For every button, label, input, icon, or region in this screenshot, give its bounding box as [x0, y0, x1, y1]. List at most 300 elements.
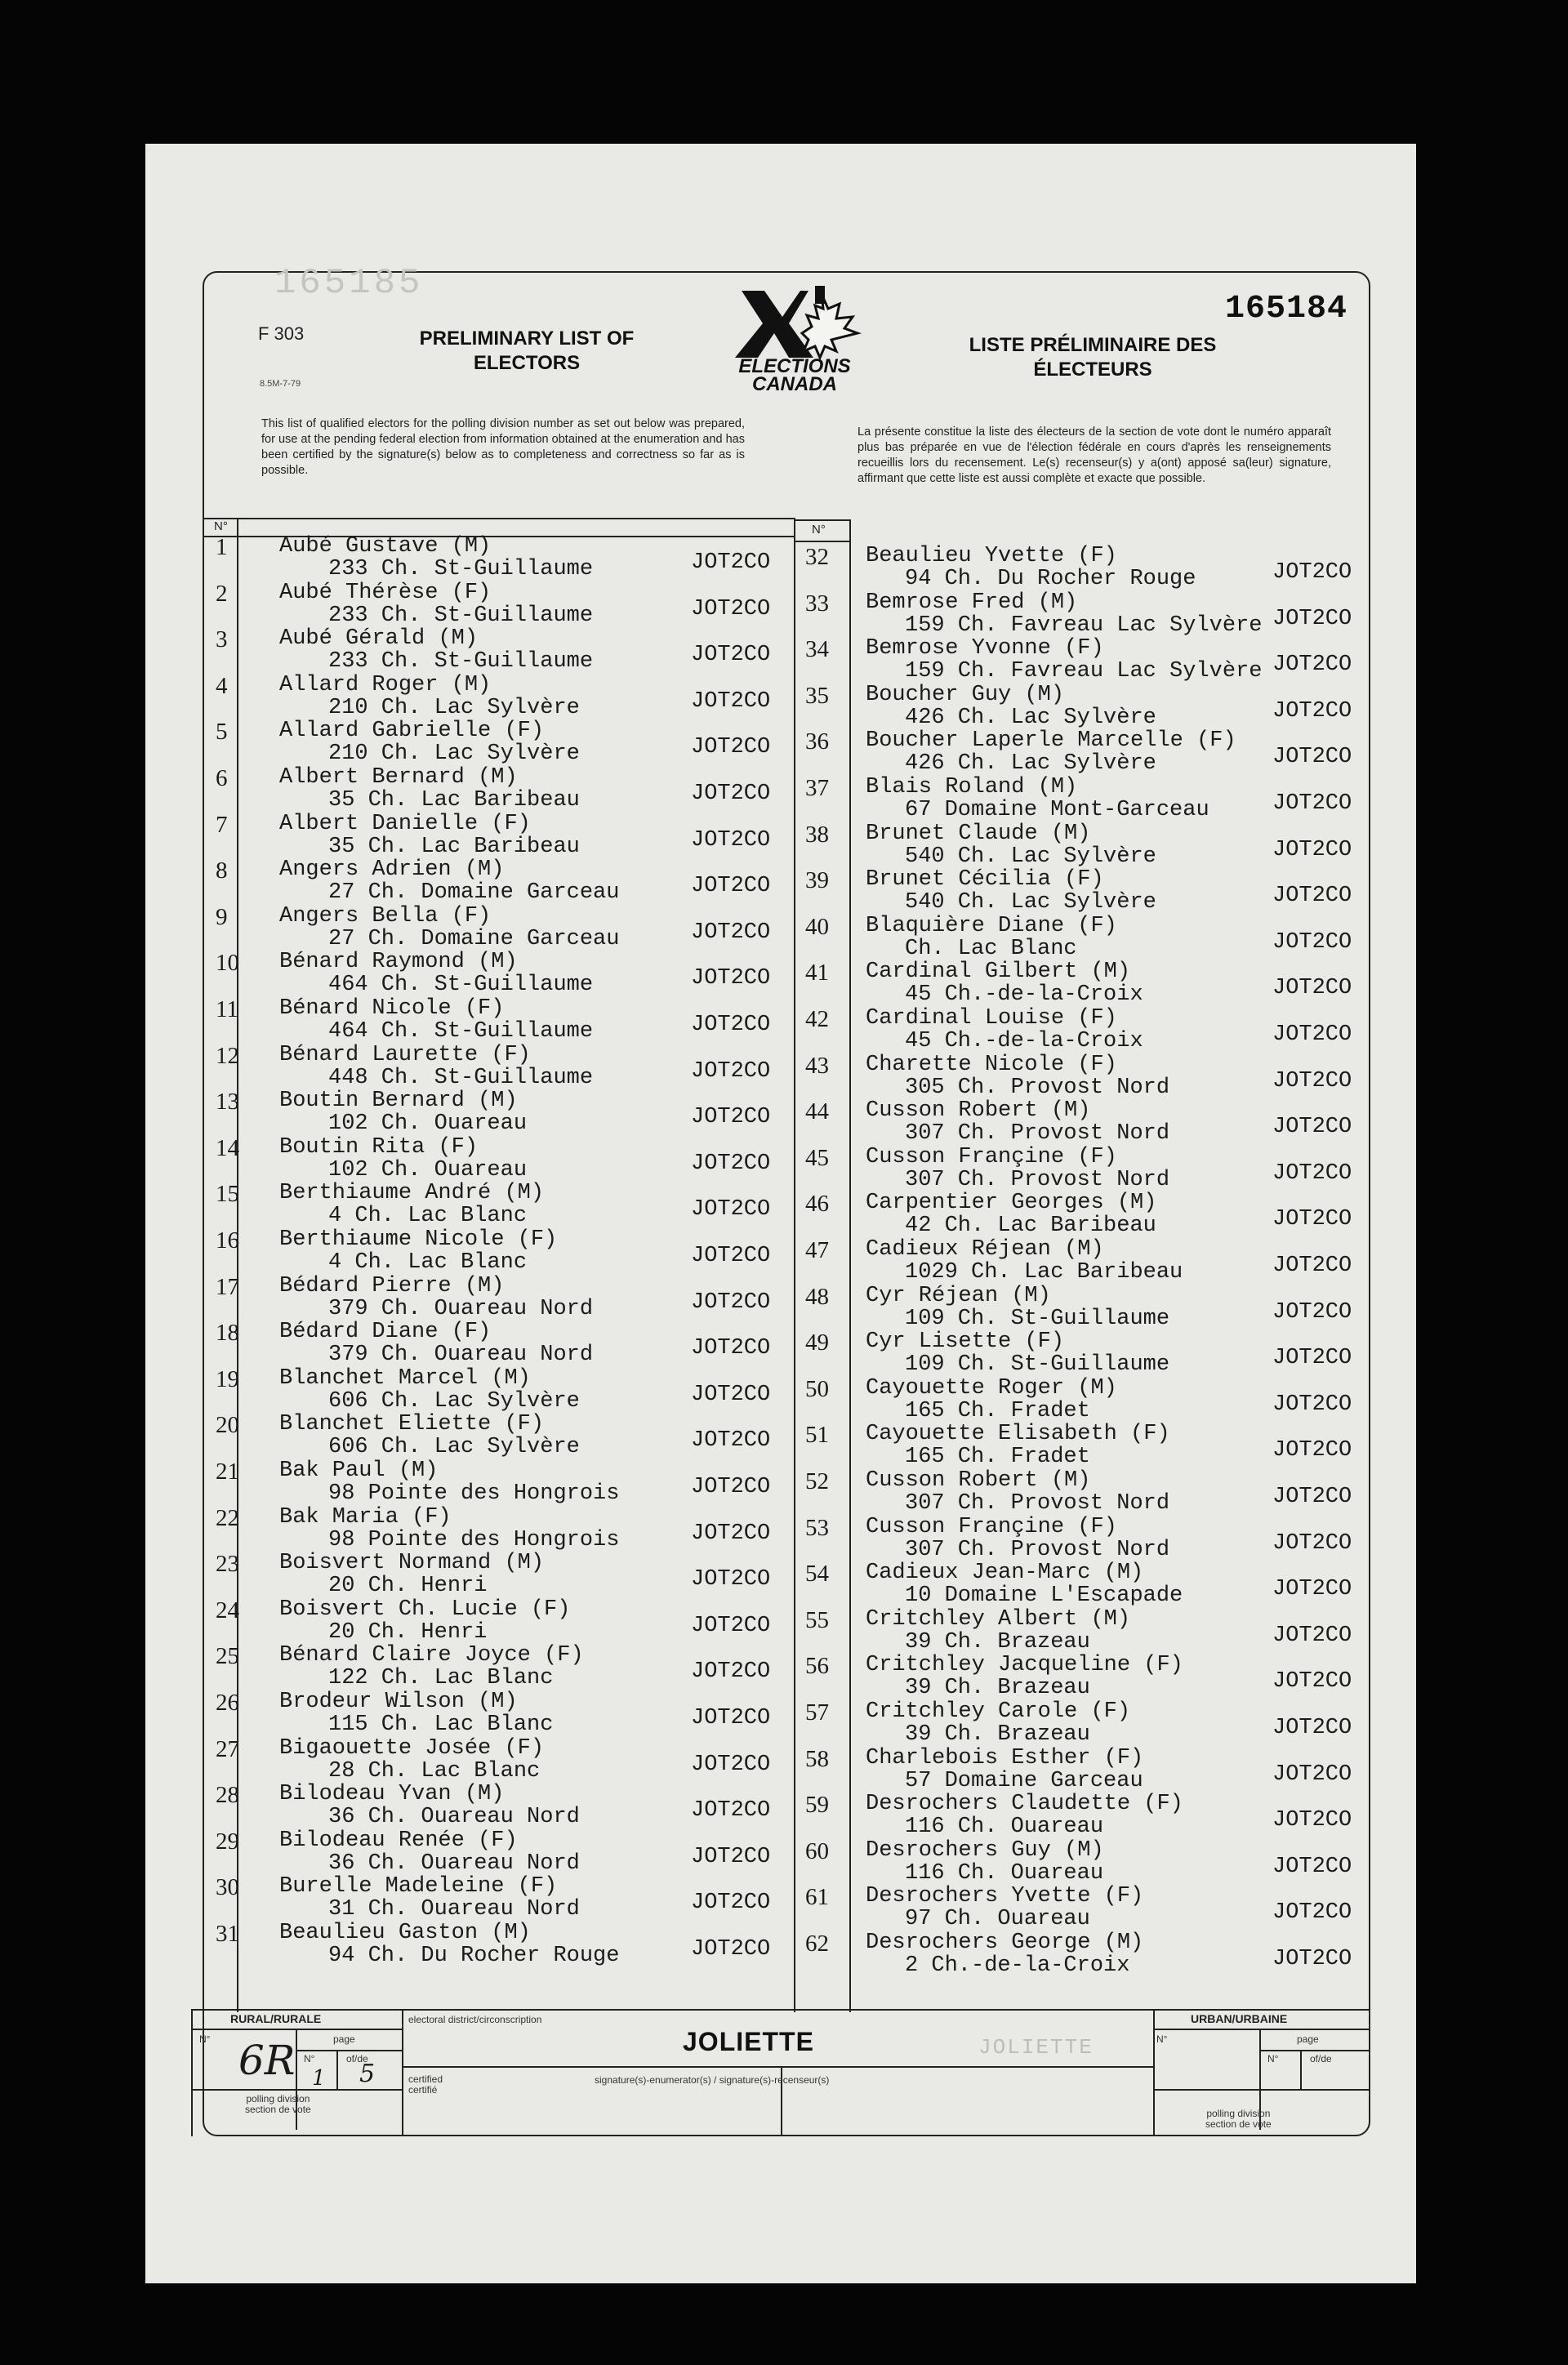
elector-name: Angers Adrien (M) [279, 857, 505, 883]
elector-number: 36 [805, 728, 829, 755]
elector-postal-code: JOT2CO [1272, 560, 1352, 585]
elector-address: 102 Ch. Ouareau [328, 1111, 528, 1137]
elector-name: Critchley Albert (M) [866, 1606, 1131, 1632]
elector-address: 305 Ch. Provost Nord [905, 1075, 1170, 1100]
elector-postal-code: JOT2CO [691, 1752, 771, 1777]
elector-name: Allard Roger (M) [279, 672, 492, 697]
rural-label: RURAL/RURALE [230, 2012, 322, 2025]
elector-address: 109 Ch. St-Guillaume [905, 1352, 1170, 1378]
elector-address: 379 Ch. Ouareau Nord [328, 1343, 594, 1368]
elector-number: 9 [216, 903, 228, 930]
elector-number: 53 [805, 1514, 829, 1541]
elector-postal-code: JOT2CO [1272, 1392, 1352, 1417]
elector-name: Aubé Thérèse (F) [279, 580, 492, 605]
elector-name: Boucher Laperle Marcelle (F) [866, 728, 1236, 754]
title-english [359, 327, 694, 376]
elector-number: 38 [805, 821, 829, 848]
elector-address: 35 Ch. Lac Baribeau [328, 788, 580, 813]
elector-address: 4 Ch. Lac Blanc [328, 1250, 528, 1275]
elector-postal-code: JOT2CO [691, 596, 771, 621]
elector-address: 94 Ch. Du Rocher Rouge [328, 1944, 620, 1968]
elector-number: 55 [805, 1606, 829, 1633]
elector-postal-code: JOT2CO [1272, 1762, 1352, 1787]
elector-name: Albert Bernard (M) [279, 765, 518, 790]
elector-name: Boisvert Normand (M) [279, 1551, 545, 1576]
elector-postal-code: JOT2CO [1272, 1808, 1352, 1833]
elector-number: 58 [805, 1745, 829, 1772]
elector-number: 54 [805, 1561, 829, 1588]
elector-postal-code: JOT2CO [691, 1475, 771, 1499]
elector-postal-code: JOT2CO [1272, 1346, 1352, 1371]
elector-name: Cusson Françine (F) [866, 1144, 1117, 1169]
elector-postal-code: JOT2CO [691, 1521, 771, 1546]
rural-bottom-line [191, 2089, 402, 2091]
elector-number: 32 [805, 544, 829, 570]
elector-name: Desrochers Claudette (F) [866, 1792, 1183, 1817]
elector-postal-code: JOT2CO [1272, 1068, 1352, 1093]
elector-name: Critchley Carole (F) [866, 1699, 1131, 1724]
elector-number: 61 [805, 1884, 829, 1911]
elector-address: 67 Domaine Mont-Garceau [905, 798, 1209, 822]
elector-postal-code: JOT2CO [691, 1937, 771, 1962]
urban-label: URBAN/URBAINE [1191, 2012, 1288, 2025]
elector-number: 34 [805, 636, 829, 663]
elector-address: 42 Ch. Lac Baribeau [905, 1214, 1156, 1239]
elector-postal-code: JOT2CO [691, 1013, 771, 1037]
elector-name: Berthiaume André (M) [279, 1181, 545, 1206]
elector-address: 36 Ch. Ouareau Nord [328, 1805, 580, 1830]
elector-address: 2 Ch.-de-la-Croix [905, 1953, 1130, 1978]
elector-postal-code: JOT2CO [1272, 745, 1352, 770]
elector-address: 233 Ch. St-Guillaume [328, 603, 594, 628]
elector-address: 159 Ch. Favreau Lac Sylvère [905, 659, 1263, 684]
elector-postal-code: JOT2CO [1272, 606, 1352, 631]
elector-postal-code: JOT2CO [1272, 1438, 1352, 1463]
elector-number: 43 [805, 1052, 829, 1079]
elections-canada-logo [717, 283, 872, 397]
elector-name: Cadieux Jean-Marc (M) [866, 1561, 1144, 1586]
elector-postal-code: JOT2CO [691, 688, 771, 714]
elector-postal-code: JOT2CO [691, 1659, 771, 1685]
serial-number: 165184 [1225, 291, 1348, 327]
elector-name: Beaulieu Gaston (M) [279, 1921, 531, 1945]
rural-right-line [402, 2009, 403, 2136]
elector-name: Blaquière Diane (F) [866, 913, 1117, 938]
certified-label: certified certifié [408, 2073, 443, 2096]
elector-address: 540 Ch. Lac Sylvère [905, 844, 1156, 869]
elector-number: 57 [805, 1699, 829, 1726]
elector-address: 464 Ch. St-Guillaume [328, 973, 594, 998]
elector-name: Critchley Jacqueline (F) [866, 1653, 1183, 1678]
elector-name: Blais Roland (M) [866, 775, 1078, 799]
elector-postal-code: JOT2CO [691, 1289, 771, 1315]
elector-postal-code: JOT2CO [1272, 1299, 1352, 1325]
elector-name: Boutin Bernard (M) [279, 1089, 518, 1114]
elector-address: 165 Ch. Fradet [905, 1445, 1090, 1470]
elector-postal-code: JOT2CO [1272, 652, 1352, 678]
elector-name: Brunet Cécilia (F) [866, 867, 1104, 893]
elector-name: Berthiaume Nicole (F) [279, 1227, 558, 1252]
print-code: 8.5M-7-79 [260, 379, 301, 389]
elector-address: Ch. Lac Blanc [905, 936, 1077, 961]
elector-postal-code: JOT2CO [1272, 1485, 1352, 1509]
elector-address: 39 Ch. Brazeau [905, 1629, 1090, 1655]
elector-number: 2 [216, 580, 228, 607]
urban-page-label: page [1297, 2033, 1319, 2045]
elector-number: 15 [216, 1181, 239, 1208]
footer-top-line [191, 2009, 1369, 2011]
elector-address: 115 Ch. Lac Blanc [328, 1713, 554, 1737]
elector-name: Cusson Françine (F) [866, 1514, 1117, 1539]
elector-address: 210 Ch. Lac Sylvère [328, 695, 580, 720]
elector-number: 51 [805, 1422, 829, 1449]
form-number: F 303 [258, 323, 305, 344]
elector-address: 379 Ch. Ouareau Nord [328, 1296, 594, 1321]
elector-address: 606 Ch. Lac Sylvère [328, 1388, 580, 1414]
elector-number: 30 [216, 1874, 239, 1901]
right-header-top-line [794, 519, 849, 521]
elector-address: 426 Ch. Lac Sylvère [905, 705, 1156, 730]
elector-postal-code: JOT2CO [691, 1567, 771, 1592]
elector-postal-code: JOT2CO [691, 1844, 771, 1869]
elector-name: Desrochers Yvette (F) [866, 1884, 1144, 1909]
elector-address: 159 Ch. Favreau Lac Sylvère [905, 612, 1263, 638]
elector-number: 18 [216, 1320, 239, 1347]
elector-name: Bigaouette Josée (F) [279, 1735, 545, 1761]
elector-postal-code: JOT2CO [1272, 1947, 1352, 1971]
elector-number: 49 [805, 1329, 829, 1356]
elector-name: Albert Danielle (F) [279, 811, 531, 836]
elector-postal-code: JOT2CO [691, 1197, 771, 1223]
elector-name: Bemrose Yvonne (F) [866, 636, 1104, 661]
elector-address: 45 Ch.-de-la-Croix [905, 1029, 1143, 1053]
elector-postal-code: JOT2CO [691, 1798, 771, 1824]
rural-page-split [336, 2050, 338, 2089]
elector-number: 42 [805, 1006, 829, 1032]
title-en-line-2: ELECTORS [473, 352, 581, 374]
elector-address: 98 Pointe des Hongrois [328, 1481, 620, 1506]
elector-name: Cusson Robert (M) [866, 1468, 1091, 1493]
elector-name: Desrochers Guy (M) [866, 1837, 1104, 1863]
elector-name: Bilodeau Renée (F) [279, 1828, 518, 1853]
elector-number: 52 [805, 1468, 829, 1494]
elector-postal-code: JOT2CO [1272, 837, 1352, 862]
district-label: electoral district/circonscription [408, 2014, 542, 2025]
elector-address: 210 Ch. Lac Sylvère [328, 742, 580, 767]
elector-postal-code: JOT2CO [1272, 976, 1352, 1001]
elector-postal-code: JOT2CO [1272, 1716, 1352, 1740]
elector-postal-code: JOT2CO [691, 1891, 771, 1916]
elector-number: 4 [216, 672, 228, 699]
elector-address: 97 Ch. Ouareau [905, 1907, 1090, 1932]
elector-postal-code: JOT2CO [1272, 929, 1352, 955]
elector-number: 3 [216, 626, 228, 653]
elector-address: 35 Ch. Lac Baribeau [328, 834, 580, 859]
elector-name: Cyr Réjean (M) [866, 1283, 1051, 1308]
elector-postal-code: JOT2CO [691, 550, 771, 575]
elector-number: 41 [805, 960, 829, 987]
handwritten-of: 5 [359, 2060, 376, 2088]
logo-text [717, 355, 872, 395]
title-en-line-1: PRELIMINARY LIST OF [419, 327, 635, 350]
rural-page-label: page [333, 2033, 355, 2045]
elector-name: Charlebois Esther (F) [866, 1745, 1144, 1770]
intro-french: La présente constitue la liste des électeurs de la section de vote dont le numéro apparaît plus bas préparée en vue de l'élection fédérale en cours d'après les renseignements recueillis lors du recensement. Le(s) recenseur(s) y a(ont) apposé sa(leur) signature, affirmant que cette liste est aussi complète et exacte que possible. [858, 425, 1331, 485]
elector-postal-code: JOT2CO [691, 1428, 771, 1454]
elector-address: 307 Ch. Provost Nord [905, 1167, 1170, 1192]
elector-name: Boisvert Ch. Lucie (F) [279, 1597, 571, 1622]
elector-address: 98 Pointe des Hongrois [328, 1527, 620, 1552]
elector-number: 39 [805, 867, 829, 894]
elector-number: 47 [805, 1237, 829, 1263]
elector-postal-code: JOT2CO [1272, 1207, 1352, 1232]
elector-number: 46 [805, 1191, 829, 1218]
elector-number: 33 [805, 590, 829, 617]
elector-name: Cayouette Roger (M) [866, 1375, 1117, 1401]
elector-number: 40 [805, 913, 829, 940]
elector-name: Bak Paul (M) [279, 1459, 439, 1483]
elector-postal-code: JOT2CO [691, 1706, 771, 1730]
elector-number: 44 [805, 1098, 829, 1125]
elector-postal-code: JOT2CO [1272, 1854, 1352, 1879]
elector-name: Blanchet Marcel (M) [279, 1365, 531, 1391]
elector-address: 28 Ch. Lac Blanc [328, 1758, 541, 1784]
elector-postal-code: JOT2CO [1272, 1022, 1352, 1047]
handwritten-polling-division: 6R [238, 2037, 296, 2084]
elector-postal-code: JOT2CO [1272, 1115, 1352, 1140]
elector-name: Brodeur Wilson (M) [279, 1690, 518, 1714]
elector-postal-code: JOT2CO [1272, 1669, 1352, 1695]
right-number-column-line [849, 519, 851, 2012]
signature-label: signature(s)-enumerator(s) / signature(s)-recenseur(s) [595, 2074, 830, 2086]
elector-number: 8 [216, 857, 228, 884]
elector-name: Bénard Raymond (M) [279, 950, 518, 975]
elector-postal-code: JOT2CO [691, 1058, 771, 1084]
elector-address: 116 Ch. Ouareau [905, 1860, 1104, 1886]
elector-address: 606 Ch. Lac Sylvère [328, 1435, 580, 1460]
elector-name: Bak Maria (F) [279, 1504, 452, 1530]
elector-address: 109 Ch. St-Guillaume [905, 1306, 1170, 1331]
elector-number: 5 [216, 719, 228, 746]
elector-postal-code: JOT2CO [691, 1151, 771, 1176]
rural-no-label: N° [199, 2033, 211, 2045]
elector-postal-code: JOT2CO [691, 1613, 771, 1638]
elector-name: Blanchet Eliette (F) [279, 1412, 545, 1437]
elector-number: 11 [216, 996, 238, 1022]
elector-postal-code: JOT2CO [691, 735, 771, 760]
right-header-bottom-line [794, 541, 849, 542]
elector-postal-code: JOT2CO [1272, 1160, 1352, 1186]
elector-name: Bénard Claire Joyce (F) [279, 1643, 584, 1668]
rural-page-no-label: N° [304, 2053, 315, 2064]
district-name: JOLIETTE [683, 2027, 814, 2056]
elector-name: Burelle Madeleine (F) [279, 1874, 558, 1900]
title-fr-line-1: LISTE PRÉLIMINAIRE DES [969, 334, 1217, 356]
elector-name: Allard Gabrielle (F) [279, 719, 545, 744]
elector-name: Cusson Robert (M) [866, 1098, 1091, 1124]
elector-number: 1 [216, 534, 228, 560]
elector-address: 307 Ch. Provost Nord [905, 1537, 1170, 1562]
urban-bottom-line [1153, 2089, 1369, 2091]
elector-name: Cyr Lisette (F) [866, 1329, 1065, 1355]
elector-address: 116 Ch. Ouareau [905, 1815, 1104, 1840]
elector-number: 17 [216, 1273, 239, 1300]
elector-postal-code: JOT2CO [1272, 791, 1352, 816]
elector-name: Bédard Pierre (M) [279, 1273, 505, 1298]
elector-address: 39 Ch. Brazeau [905, 1676, 1090, 1701]
logo-mark-icon [717, 283, 872, 364]
logo-text-2: CANADA [752, 373, 837, 395]
elector-address: 57 Domaine Garceau [905, 1768, 1143, 1793]
intro-english: This list of qualified electors for the polling division number as set out below was prepared, for use at the pending federal election from information obtained at the enumeration and has been certified by the signature(s) below as to completeness and correctness so far as is possible. [261, 417, 745, 477]
elector-address: 45 Ch.-de-la-Croix [905, 982, 1143, 1008]
elector-name: Cadieux Réjean (M) [866, 1237, 1104, 1262]
center-divider-line [794, 518, 795, 2012]
elector-address: 307 Ch. Provost Nord [905, 1121, 1170, 1147]
faint-serial-number: 165185 [274, 263, 424, 304]
elector-number: 24 [216, 1597, 239, 1623]
elector-number: 62 [805, 1931, 829, 1957]
elector-number: 7 [216, 811, 228, 838]
elector-postal-code: JOT2CO [691, 874, 771, 899]
elector-number: 6 [216, 765, 228, 791]
elector-address: 102 Ch. Ouareau [328, 1157, 528, 1182]
elector-number: 60 [805, 1837, 829, 1864]
elector-address: 426 Ch. Lac Sylvère [905, 751, 1156, 777]
elector-postal-code: JOT2CO [691, 643, 771, 668]
elector-name: Boutin Rita (F) [279, 1134, 479, 1160]
elector-name: Carpentier Georges (M) [866, 1191, 1157, 1216]
urban-header-line [1153, 2029, 1369, 2030]
elector-number: 35 [805, 682, 829, 709]
elector-number: 45 [805, 1144, 829, 1171]
elector-address: 36 Ch. Ouareau Nord [328, 1851, 580, 1876]
elector-name: Charette Nicole (F) [866, 1052, 1117, 1077]
title-french [938, 333, 1248, 382]
elector-postal-code: JOT2CO [691, 966, 771, 991]
rural-polling-label: polling division section de vote [245, 2093, 311, 2115]
urban-polling-label: polling division section de vote [1205, 2108, 1272, 2130]
elector-number: 16 [216, 1227, 239, 1254]
elector-postal-code: JOT2CO [691, 782, 771, 806]
elector-address: 31 Ch. Ouareau Nord [328, 1897, 580, 1922]
elector-address: 27 Ch. Domaine Garceau [328, 880, 620, 906]
elector-number: 14 [216, 1134, 239, 1161]
elector-postal-code: JOT2CO [1272, 1530, 1352, 1556]
elector-number: 10 [216, 950, 239, 977]
elector-number: 22 [216, 1504, 239, 1531]
elector-name: Angers Bella (F) [279, 903, 492, 929]
elector-name: Aubé Gérald (M) [279, 626, 479, 652]
elector-postal-code: JOT2CO [691, 1105, 771, 1130]
elector-address: 39 Ch. Brazeau [905, 1722, 1090, 1747]
elector-number: 23 [216, 1551, 239, 1578]
elector-number: 27 [216, 1735, 239, 1762]
rural-page-line [297, 2050, 402, 2051]
elector-name: Cayouette Elisabeth (F) [866, 1422, 1170, 1447]
elector-postal-code: JOT2CO [1272, 698, 1352, 724]
urban-page-no-label: N° [1267, 2053, 1279, 2064]
elector-address: 464 Ch. St-Guillaume [328, 1019, 594, 1044]
elector-address: 540 Ch. Lac Sylvère [905, 890, 1156, 915]
elector-address: 307 Ch. Provost Nord [905, 1491, 1170, 1516]
elector-number: 28 [216, 1782, 239, 1809]
elector-name: Bilodeau Yvan (M) [279, 1782, 505, 1807]
urban-page-split [1300, 2050, 1302, 2089]
elector-name: Boucher Guy (M) [866, 682, 1065, 707]
urban-page-line [1261, 2050, 1369, 2051]
elector-number: 56 [805, 1653, 829, 1680]
elector-number: 59 [805, 1792, 829, 1819]
elector-number: 19 [216, 1365, 239, 1392]
elector-address: 165 Ch. Fradet [905, 1398, 1090, 1423]
elector-name: Aubé Gustave (M) [279, 534, 492, 559]
elector-name: Desrochers George (M) [866, 1931, 1144, 1955]
elector-number: 29 [216, 1828, 239, 1855]
elector-name: Cardinal Gilbert (M) [866, 960, 1131, 985]
urban-no-label: N° [1156, 2033, 1168, 2045]
elector-address: 233 Ch. St-Guillaume [328, 557, 594, 581]
elector-address: 233 Ch. St-Guillaume [328, 649, 594, 675]
elector-name: Bédard Diane (F) [279, 1320, 492, 1345]
elector-name: Brunet Claude (M) [866, 821, 1091, 846]
elector-number: 20 [216, 1412, 239, 1439]
elector-number: 21 [216, 1459, 239, 1485]
elector-postal-code: JOT2CO [691, 1244, 771, 1268]
elector-number: 31 [216, 1921, 239, 1947]
elector-postal-code: JOT2CO [691, 920, 771, 945]
elector-number: 12 [216, 1042, 239, 1069]
elector-address: 4 Ch. Lac Blanc [328, 1204, 528, 1229]
rural-of-label: of/de [346, 2053, 368, 2064]
elector-number: 26 [216, 1690, 239, 1716]
elector-name: Bemrose Fred (M) [866, 590, 1078, 615]
elector-address: 448 Ch. St-Guillaume [328, 1065, 594, 1090]
elector-number: 13 [216, 1089, 239, 1116]
elector-address: 94 Ch. Du Rocher Rouge [905, 567, 1196, 591]
elector-address: 27 Ch. Domaine Garceau [328, 926, 620, 951]
elector-postal-code: JOT2CO [1272, 884, 1352, 909]
elector-postal-code: JOT2CO [1272, 1900, 1352, 1926]
title-fr-line-2: ÉLECTEURS [1033, 359, 1152, 381]
elector-address: 20 Ch. Henri [328, 1619, 488, 1645]
elector-number: 50 [805, 1375, 829, 1402]
urban-of-label: of/de [1310, 2053, 1332, 2064]
district-bottom-line [402, 2066, 1153, 2068]
elector-number: 48 [805, 1283, 829, 1310]
elector-name: Bénard Laurette (F) [279, 1042, 531, 1067]
elector-postal-code: JOT2CO [691, 1382, 771, 1407]
elector-postal-code: JOT2CO [1272, 1577, 1352, 1602]
handwritten-page: 1 [312, 2066, 326, 2091]
elector-postal-code: JOT2CO [1272, 1623, 1352, 1648]
elector-number: 37 [805, 775, 829, 801]
logo-text-1: ELECTIONS [738, 355, 851, 377]
elector-postal-code: JOT2CO [691, 827, 771, 853]
district-name-faint: JOLIETTE [978, 2035, 1094, 2060]
right-no-header: N° [812, 523, 826, 537]
elector-name: Bénard Nicole (F) [279, 996, 505, 1021]
elector-name: Cardinal Louise (F) [866, 1006, 1117, 1031]
elector-address: 122 Ch. Lac Blanc [328, 1666, 554, 1691]
elector-number: 25 [216, 1643, 239, 1670]
elector-postal-code: JOT2CO [691, 1336, 771, 1361]
left-no-header: N° [214, 519, 228, 533]
elector-name: Beaulieu Yvette (F) [866, 544, 1117, 568]
left-header-top-line [203, 518, 794, 519]
elector-address: 20 Ch. Henri [328, 1574, 488, 1599]
elector-address: 10 Domaine L'Escapade [905, 1583, 1183, 1609]
